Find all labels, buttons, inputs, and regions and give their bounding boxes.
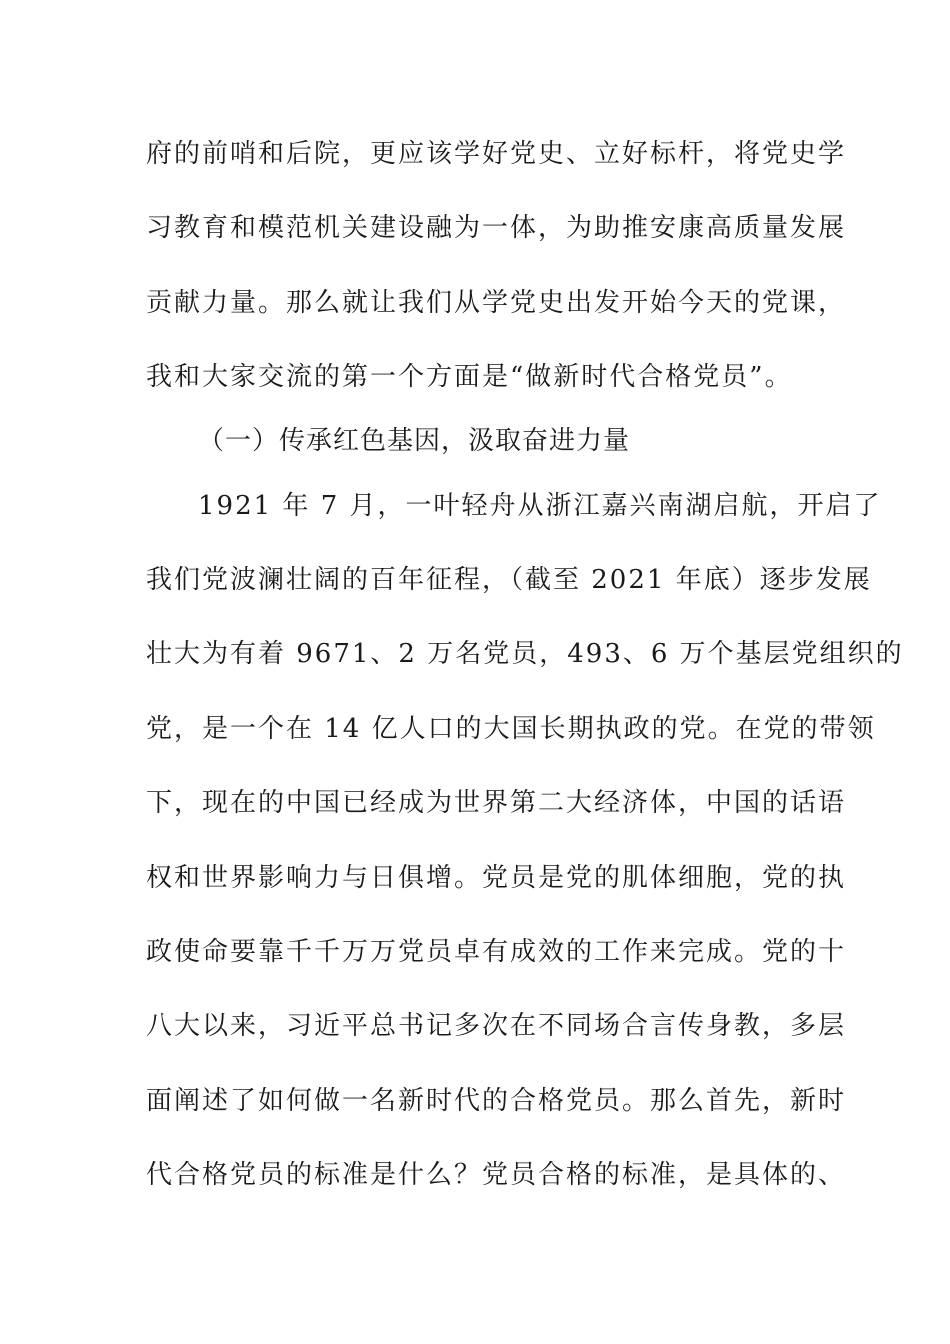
- text-line: 我们党波澜壮阔的百年征程，（截至 2021 年底）逐步发展: [146, 565, 872, 595]
- text-line: 下，现在的中国已经成为世界第二大经济体，中国的话语: [146, 788, 847, 818]
- text-line: 党，是一个在 14 亿人口的大国长期执政的党。在党的带领: [146, 714, 876, 744]
- text-line: 代合格党员的标准是什么？党员合格的标准，是具体的、: [146, 1160, 847, 1190]
- text-line: 权和世界影响力与日俱增。党员是党的肌体细胞，党的执: [146, 863, 847, 893]
- text-line: 面阐述了如何做一名新时代的合格党员。那么首先，新时: [146, 1086, 847, 1116]
- text-line: 府的前哨和后院，更应该学好党史、立好标杆，将党史学: [146, 139, 847, 169]
- text-line: 八大以来，习近平总书记多次在不同场合言传身教，多层: [146, 1011, 847, 1041]
- text-line: 我和大家交流的第一个方面是“做新时代合格党员”。: [146, 362, 793, 392]
- section-heading: （一）传承红色基因，汲取奋进力量: [198, 426, 631, 456]
- paragraph-first-line: 1921 年 7 月，一叶轻舟从浙江嘉兴南湖启航，开启了: [198, 491, 882, 521]
- text-line: 政使命要靠千千万万党员卓有成效的工作来完成。党的十: [146, 937, 847, 967]
- text-line: 壮大为有着 9671、2 万名党员，493、6 万个基层党组织的: [146, 639, 904, 669]
- text-line: 习教育和模范机关建设融为一体，为助推安康高质量发展: [146, 213, 847, 243]
- text-line: 贡献力量。那么就让我们从学党史出发开始今天的党课，: [146, 288, 847, 318]
